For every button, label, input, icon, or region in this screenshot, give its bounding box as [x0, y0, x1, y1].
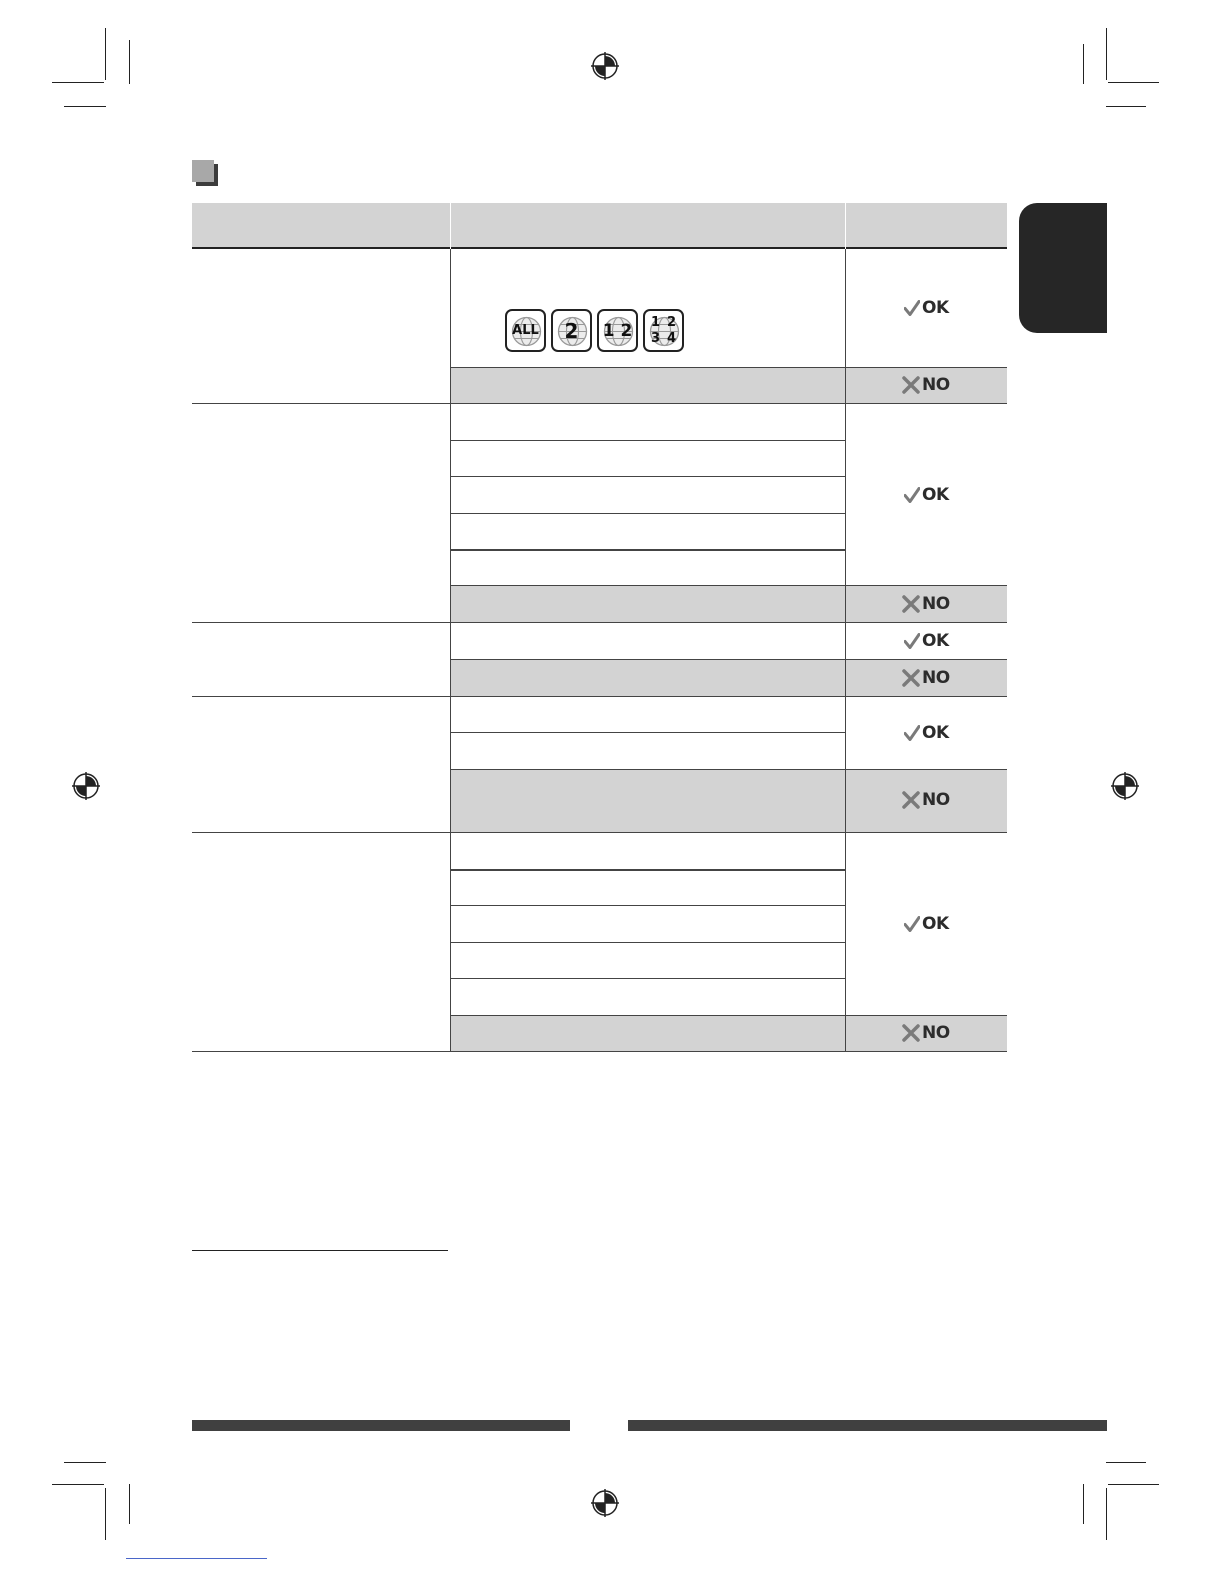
region-all-icon: ALL — [505, 309, 546, 352]
status-no: NO — [902, 1023, 950, 1043]
disc-compatibility-table — [192, 203, 1007, 1053]
status-ok: OK — [904, 631, 949, 651]
cross-icon — [902, 791, 920, 809]
bottom-link-rule — [126, 1558, 267, 1559]
language-tab — [1019, 203, 1107, 333]
region-code-icons — [505, 309, 684, 352]
region-1-2-3-4-icon: 1 2 3 4 — [643, 309, 684, 352]
status-no: NO — [902, 790, 950, 810]
checkmark-icon — [904, 300, 920, 316]
status-no: NO — [902, 375, 950, 395]
region-2-icon: 2 — [551, 309, 592, 352]
cross-icon — [902, 1024, 920, 1042]
status-ok: OK — [904, 723, 949, 743]
cross-icon — [902, 376, 920, 394]
footnote-rule — [192, 1250, 448, 1251]
table-header — [192, 203, 1007, 249]
footer-bar-left — [192, 1420, 570, 1431]
status-ok: OK — [904, 298, 949, 318]
region-1-2-icon: 1 2 — [597, 309, 638, 352]
status-no: NO — [902, 594, 950, 614]
checkmark-icon — [904, 487, 920, 503]
checkmark-icon — [904, 725, 920, 741]
status-ok: OK — [904, 914, 949, 934]
cross-icon — [902, 669, 920, 687]
registration-target-icon — [590, 51, 620, 81]
cross-icon — [902, 595, 920, 613]
registration-target-icon — [71, 771, 101, 801]
registration-target-icon — [1110, 771, 1140, 801]
checkmark-icon — [904, 633, 920, 649]
status-ok: OK — [904, 485, 949, 505]
registration-target-icon — [590, 1488, 620, 1518]
footer-bar-right — [628, 1420, 1107, 1431]
status-no: NO — [902, 668, 950, 688]
checkmark-icon — [904, 916, 920, 932]
